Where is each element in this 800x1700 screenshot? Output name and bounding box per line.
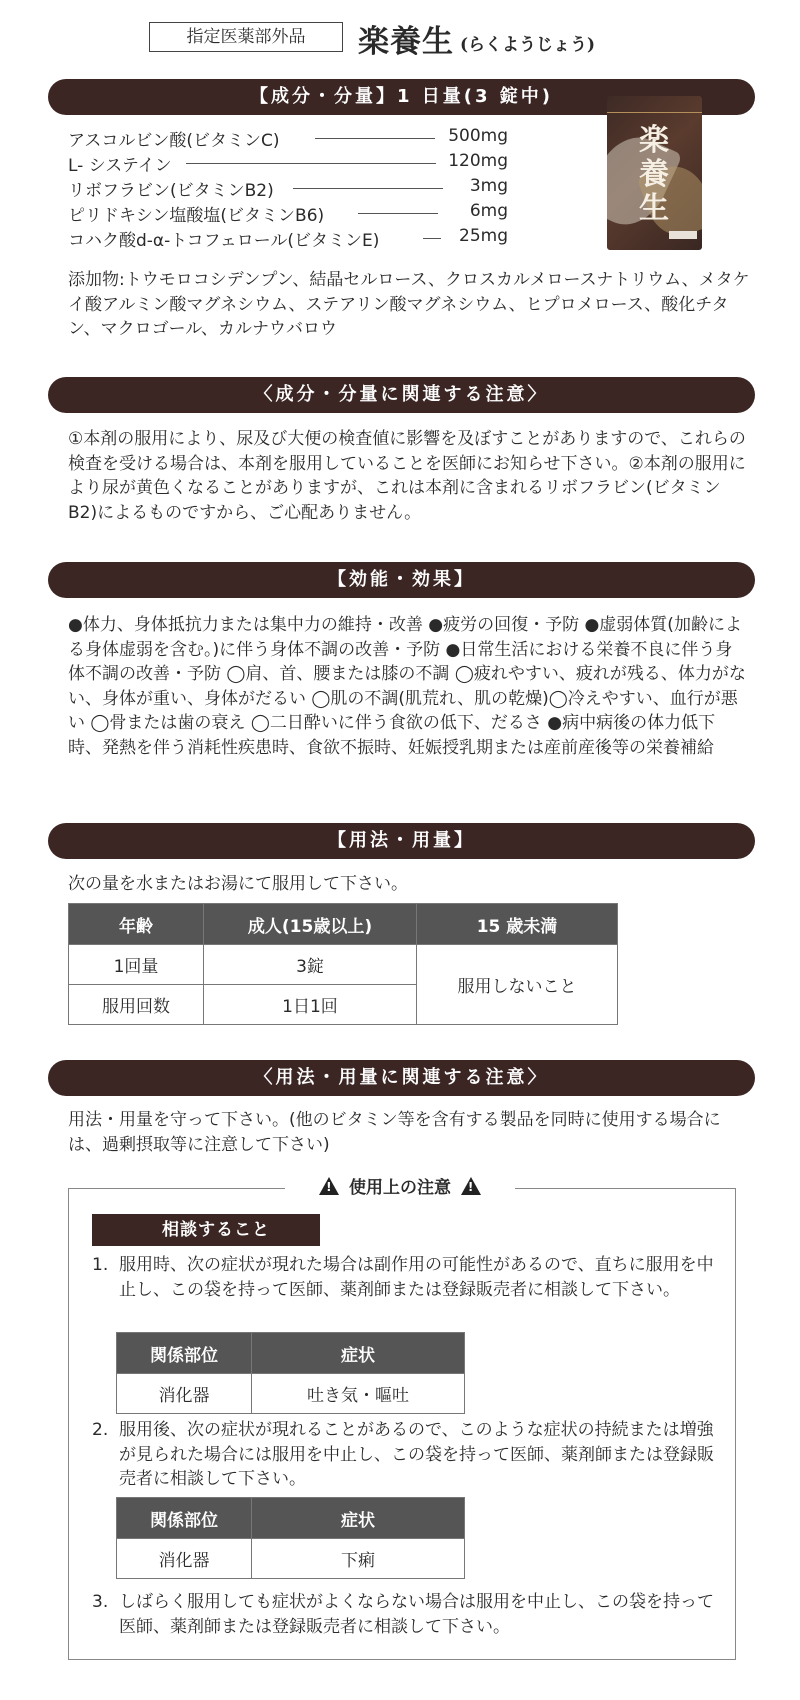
table-header-row [117,1333,465,1374]
efficacy-title: 【効能・効果】 [48,562,755,598]
leader-line [315,138,435,139]
ingredient-amount: 6mg [469,201,508,221]
ingredient-name: コハク酸d-α-トコフェロール(ビタミンE) [68,231,380,251]
efficacy-text: ●体力、身体抵抗力または集中力の維持・改善 ●疲労の回復・予防 ●虚弱体質(加齢による身体虚弱を含む。)に伴う身体不調の改善・予防 ●日常生活における栄養不良に伴う身体不調の改善・予防 ◯肩、首、腰または膝の不調 ◯疲れやすい、疲れが残る、体力がない、身体が重い、身体がだるい ◯肌の不調(肌荒れ、肌の乾燥)◯冷えやすい、血行が悪い ◯骨または歯の衰え ◯二日酔いに伴う食欲の低下、だるさ ●病中病後の体力低下時、発熱を伴う消耗性疾患時、食欲不振時、妊娠授乳期または産前産後等の栄養補給 [68,615,746,758]
dosage-intro: 次の量を水またはお湯にて服用して下さい。 [68,874,408,894]
ingredient-amount: 3mg [469,176,508,196]
ingredient-row [68,151,508,176]
table-header: 症状 [252,1333,465,1374]
leader-line [293,188,443,189]
consult-tag: 相談すること [92,1214,320,1246]
table-cell: 1日1回 [204,985,417,1025]
table-row [117,1374,465,1414]
ingredient-row [68,176,508,201]
ingredient-amount: 25mg [459,226,508,246]
ingredient-caution-text: ①本剤の服用により、尿及び大便の検査値に影響を及ぼすことがありますので、これらの検査を受ける場合は、本剤を服用していることを医師にお知らせ下さい。②本剤の服用により尿が黄色くなることがありますが、これは本剤に含まれるリボフラビン(ビタミン B2)によるものですから、ご心配ありません。 [68,429,746,523]
package-label [669,231,697,239]
table-cell: 吐き気・嘔吐 [252,1374,465,1414]
ingredient-amount: 120mg [448,151,508,171]
dosage-title: 【用法・用量】 [48,823,755,859]
table-header: 関係部位 [117,1333,252,1374]
additives-text: 添加物:トウモロコシデンプン、結晶セルロース、クロスカルメロースナトリウム、メタケイ酸アルミン酸マグネシウム、ステアリン酸マグネシウム、ヒプロメロース、酸化チタン、マクロゴール、カルナウバロウ [68,270,750,339]
header [0,18,800,62]
category-label: 指定医薬部外品 [149,22,343,52]
table-cell: 下痢 [252,1539,465,1579]
dosage-caution-title: 〈用法・用量に関連する注意〉 [48,1060,755,1096]
item-text: 服用後、次の症状が現れることがあるので、このような症状の持続または増強が見られた場合には服用を中止し、この袋を持って医師、薬剤師または登録販売者に相談して下さい。 [119,1420,714,1489]
package-logo: 楽養生 [639,123,669,226]
usage-notice-label: 使用上の注意 [349,1178,451,1198]
warning-icon [319,1177,339,1195]
item-number: 1. [92,1255,109,1275]
item-text: 服用時、次の症状が現れた場合は副作用の可能性があるので、直ちに服用を中止し、この袋を持って医師、薬剤師または登録販売者に相談して下さい。 [119,1255,714,1300]
list-item [92,1253,722,1333]
product-package-image [607,96,702,250]
symptom-table [116,1497,465,1579]
ingredient-amount: 500mg [448,126,508,146]
table-cell: 1回量 [69,945,204,985]
ingredient-caution-title: 〈成分・分量に関連する注意〉 [48,377,755,413]
list-item [92,1590,722,1645]
leader-line [423,238,441,239]
ingredient-row [68,226,508,251]
item-number: 3. [92,1592,109,1612]
table-header-row [117,1498,465,1539]
leader-line [186,163,436,164]
table-header: 関係部位 [117,1498,252,1539]
table-header: 15 歳未満 [417,904,618,945]
product-name: 楽養生 [358,24,454,60]
table-cell: 消化器 [117,1374,252,1414]
ingredient-name: アスコルビン酸(ビタミンC) [68,131,280,151]
table-cell: 服用回数 [69,985,204,1025]
list-item [92,1418,722,1498]
ingredient-row [68,126,508,151]
usage-notice-title [285,1176,515,1200]
dosage-table [68,903,618,1025]
ingredient-row [68,201,508,226]
ingredients-title: 【成分・分量】1 日量(3 錠中) [48,79,755,115]
ingredient-name: L- システイン [68,156,172,176]
package-top-band [607,96,702,113]
table-cell: 服用しないこと [417,945,618,1025]
ingredient-name: リボフラビン(ビタミンB2) [68,181,274,201]
item-number: 2. [92,1420,109,1440]
table-cell: 3錠 [204,945,417,985]
item-text: しばらく服用しても症状がよくならない場合は服用を中止し、この袋を持って医師、薬剤師または登録販売者に相談して下さい。 [119,1592,714,1637]
warning-icon [461,1177,481,1195]
table-header-row [69,904,618,945]
table-cell: 消化器 [117,1539,252,1579]
product-reading: (らくようじょう) [460,35,596,55]
table-header: 症状 [252,1498,465,1539]
table-header: 年齢 [69,904,204,945]
leader-line [358,213,438,214]
table-row [117,1539,465,1579]
symptom-table [116,1332,465,1414]
ingredient-name: ピリドキシン塩酸塩(ビタミンB6) [68,206,325,226]
table-header: 成人(15歳以上) [204,904,417,945]
table-row [69,945,618,985]
dosage-caution-text: 用法・用量を守って下さい。(他のビタミン等を含有する製品を同時に使用する場合には、過剰摂取等に注意して下さい) [68,1110,721,1155]
